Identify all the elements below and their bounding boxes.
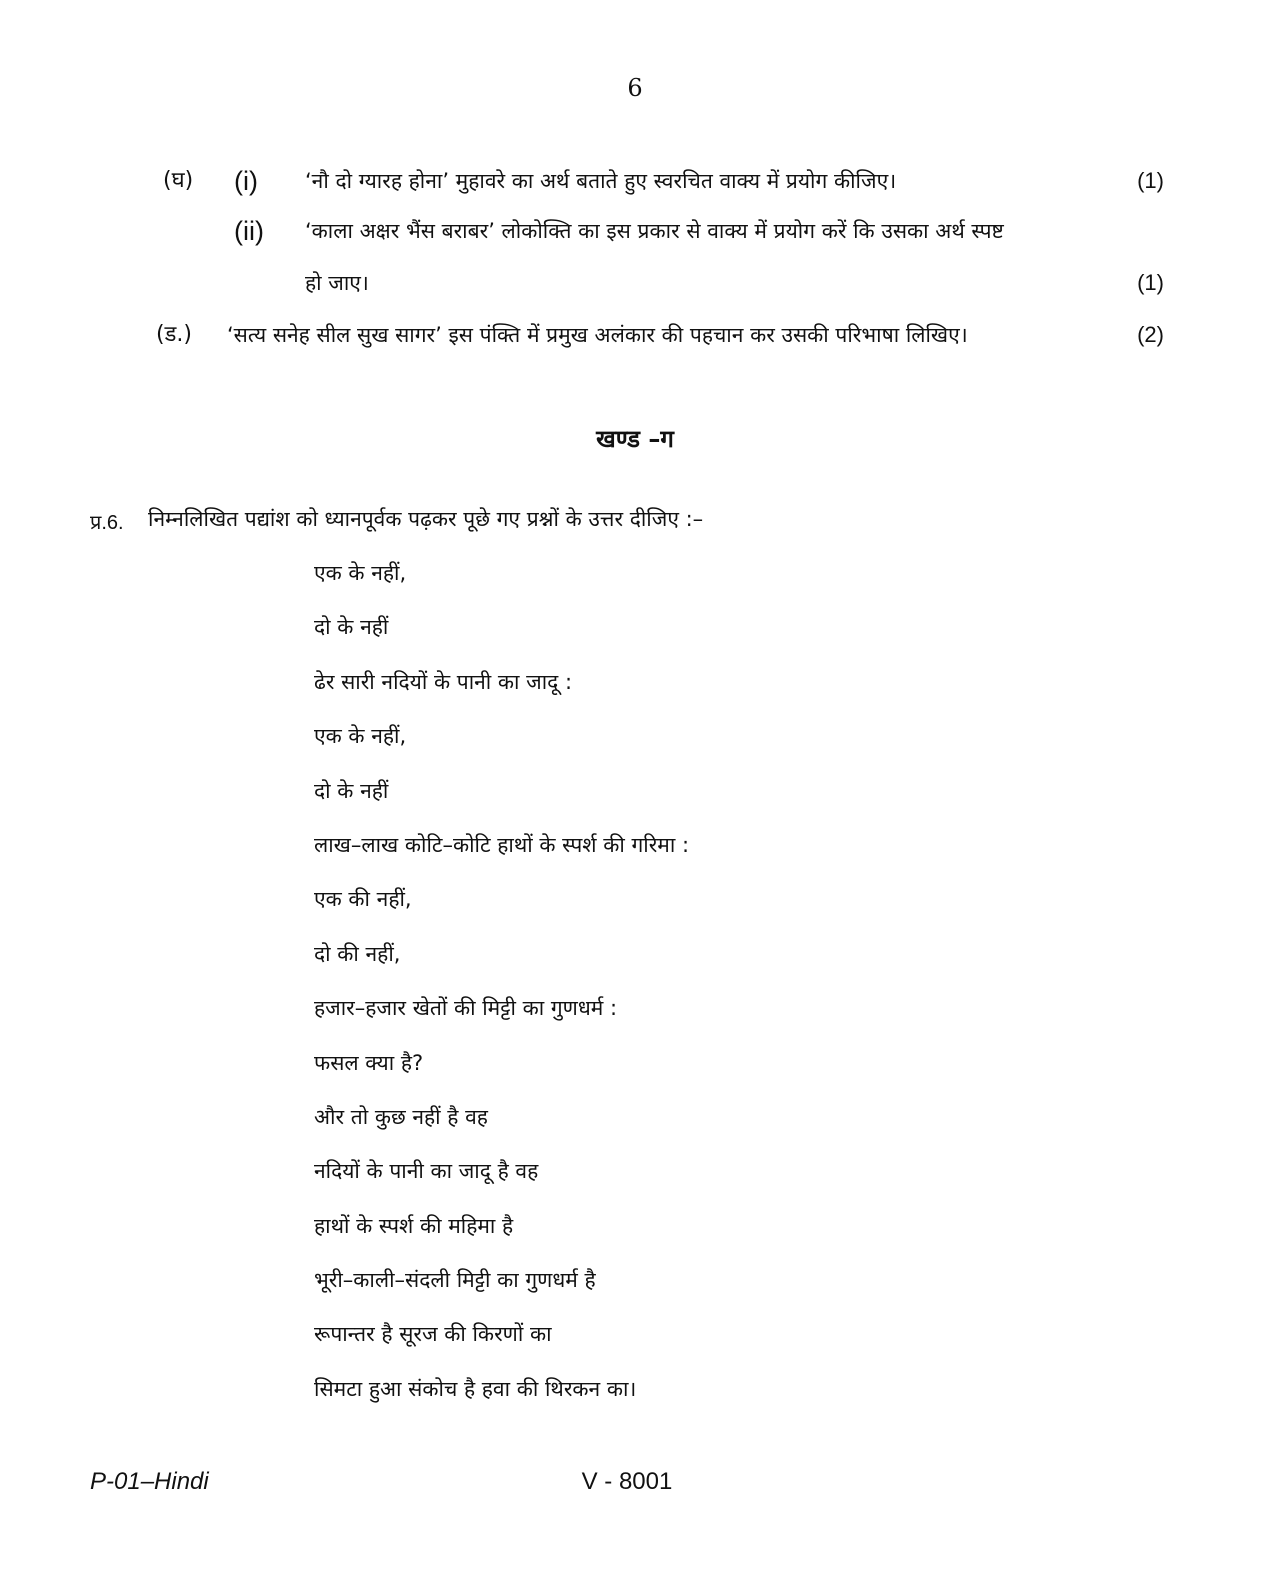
poem-line: फसल क्या है? (314, 1050, 424, 1075)
poem-line: हजार–हजार खेतों की मिट्टी का गुणधर्म : (314, 996, 618, 1021)
question-label-q6: प्र.6. (90, 512, 124, 534)
poem-line: लाख–लाख कोटि–कोटि हाथों के स्पर्श की गरिमा : (314, 832, 690, 857)
marks: (1) (1137, 168, 1164, 193)
part-numeral-i: (i) (234, 166, 258, 196)
poem-line: दो के नहीं (314, 778, 389, 803)
poem-line: सिमटा हुआ संकोच है हवा की थिरकन का। (314, 1376, 637, 1401)
poem-line: भूरी–काली–संदली मिट्टी का गुणधर्म है (314, 1268, 596, 1293)
poem-line: दो की नहीं, (314, 941, 401, 966)
question-instruction: निम्नलिखित पद्यांश को ध्यानपूर्वक पढ़कर पूछे गए प्रश्नों के उत्तर दीजिए :– (148, 507, 704, 531)
poem-line: एक के नहीं, (314, 561, 407, 585)
poem-line: और तो कुछ नहीं है वह (314, 1104, 488, 1129)
question-gha-part-i (0, 166, 1164, 196)
question-label-gha: (घ) (163, 168, 194, 193)
poem (314, 558, 689, 1428)
question-gha-part-ii (0, 216, 1164, 246)
paper-code: P-01–Hindi (90, 1468, 209, 1495)
poem-line: दो के नहीं (314, 615, 389, 640)
question-nga (0, 320, 1164, 350)
series-code: V - 8001 (581, 1468, 673, 1495)
question-text: ‘नौ दो ग्यारह होना’ मुहावरे का अर्थ बताते हुए स्वरचित वाक्य में प्रयोग कीजिए। (305, 169, 897, 193)
poem-line: ढेर सारी नदियों के पानी का जादू : (314, 669, 573, 694)
section-title: खण्ड –ग (596, 425, 674, 453)
question-gha-part-ii-continuation (0, 268, 1164, 298)
poem-line: रूपान्तर है सूरज की किरणों का (314, 1322, 552, 1347)
poem-line: हाथों के स्पर्श की महिमा है (314, 1213, 514, 1238)
poem-line: एक की नहीं, (314, 887, 412, 912)
poem-line: नदियों के पानी का जादू है वह (314, 1159, 539, 1184)
question-label-nga: (ड.) (156, 322, 192, 347)
part-numeral-ii: (ii) (234, 216, 264, 246)
marks: (1) (1137, 270, 1164, 295)
page-number: 6 (627, 74, 643, 102)
question-text: ‘काला अक्षर भैंस बराबर’ लोकोक्ति का इस प्रकार से वाक्य में प्रयोग करें कि उसका अर्थ स्पष्ट (305, 219, 1004, 243)
question-text-continuation: हो जाए। (305, 271, 369, 295)
question-text: ‘सत्य सनेह सील सुख सागर’ इस पंक्ति में प्रमुख अलंकार की पहचान कर उसकी परिभाषा लिखिए। (227, 323, 968, 347)
poem-line: एक के नहीं, (314, 724, 407, 749)
marks: (2) (1137, 322, 1164, 347)
